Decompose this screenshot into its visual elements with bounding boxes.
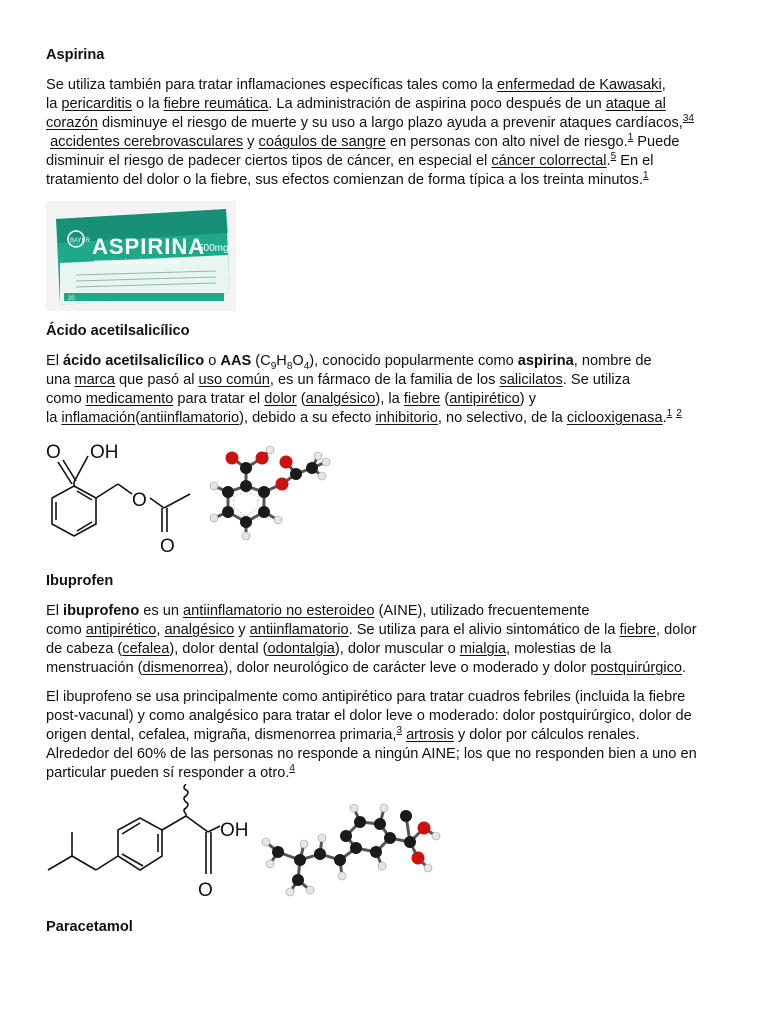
ibuprofen-3d-model — [260, 796, 442, 900]
link-postquirurgico[interactable]: postquirúrgico — [590, 660, 682, 676]
svg-text:BAYER: BAYER — [70, 238, 90, 244]
link-fiebre[interactable]: fiebre — [403, 391, 441, 407]
box-subtitle: comprimidos efervescentes — [94, 259, 180, 266]
svg-text:OH: OH — [220, 820, 249, 841]
link-antipiretico-2[interactable]: antipirético — [85, 622, 157, 638]
link-dismenorrea[interactable]: dismenorrea — [142, 660, 224, 676]
aspirina-box-image — [46, 201, 236, 311]
aspirin-3d-model — [206, 444, 336, 540]
link-antipiretico[interactable]: antipirético — [449, 391, 520, 407]
link-salicilatos[interactable]: salicilatos — [499, 372, 563, 388]
box-count: 20 — [68, 296, 75, 302]
svg-text:O: O — [160, 536, 175, 556]
section-title-acido: Ácido acetilsalicílico — [46, 323, 190, 339]
link-fiebre-reumatica[interactable]: fiebre reumática — [163, 96, 269, 112]
ref-1[interactable]: 1 — [627, 132, 634, 143]
svg-text:OH: OH — [90, 442, 119, 463]
link-analgesico-2[interactable]: analgésico — [164, 622, 235, 638]
section-title-paracetamol: Paracetamol — [46, 919, 133, 935]
link-ataque-corazon[interactable]: ataque al — [605, 96, 666, 112]
link-inflamacion[interactable]: inflamación — [61, 410, 136, 426]
ref-3[interactable]: 3 — [396, 725, 402, 736]
link-inhibitorio[interactable]: inhibitorio — [375, 410, 438, 426]
section-title-aspirina: Aspirina — [46, 47, 105, 63]
link-analgesico[interactable]: analgésico — [305, 391, 376, 407]
ref-34[interactable]: 34 — [682, 113, 694, 124]
svg-text:O: O — [198, 880, 213, 901]
link-fiebre-2[interactable]: fiebre — [619, 622, 657, 638]
link-mialgia[interactable]: mialgia — [459, 641, 506, 657]
ibuprofen-skeletal-structure — [46, 784, 256, 910]
box-brand: ASPIRINA — [92, 234, 206, 259]
link-odontalgia[interactable]: odontalgia — [267, 641, 335, 657]
link-coagulos[interactable]: coágulos de sangre — [258, 134, 386, 150]
link-uso-comun[interactable]: uso común — [198, 372, 270, 388]
ref-4[interactable]: 4 — [289, 763, 295, 774]
box-dose: 500mg — [198, 243, 229, 254]
link-cancer-colorrectal[interactable]: cáncer colorrectal — [491, 153, 607, 169]
link-pericarditis[interactable]: pericarditis — [61, 96, 132, 112]
link-artrosis[interactable]: artrosis — [406, 727, 454, 743]
link-medicamento[interactable]: medicamento — [85, 391, 174, 407]
link-antiinflamatorio[interactable]: antiinflamatorio — [140, 410, 240, 426]
link-ataque-corazon-2[interactable]: corazón — [46, 115, 98, 131]
svg-text:O: O — [132, 490, 147, 511]
link-cefalea[interactable]: cefalea — [122, 641, 170, 657]
aspirin-skeletal-structure — [46, 436, 196, 556]
link-kawasaki[interactable]: enfermedad de Kawasaki — [497, 77, 662, 93]
section-title-ibuprofen: Ibuprofen — [46, 573, 114, 589]
ref-2[interactable]: 2 — [676, 408, 682, 419]
ref-5[interactable]: 5 — [610, 151, 617, 162]
svg-text:O: O — [46, 442, 61, 463]
link-dolor[interactable]: dolor — [264, 391, 297, 407]
ref-1b[interactable]: 1 — [643, 170, 649, 181]
link-marca[interactable]: marca — [74, 372, 115, 388]
acido-paragraph: El ácido acetilsalicílico o AAS $(C_9H_8O_4)$, conocido popularmente como aspirina, nombre de una marca que pasó al uso común, es un fármaco de la familia de los salicilatos. Se utiliza como medicamento para tratar el dolor (analgésico), la fiebre (antipirético) y la inflamación(antiinflamatorio), debido a su efecto inhibitorio, no selectivo, de la ciclooxigenasa.$^1$ $^2$ — [46, 353, 682, 426]
link-antiinflamatorio-2[interactable]: antiinflamatorio — [249, 622, 349, 638]
ref-1c[interactable]: 1 — [666, 408, 673, 419]
ibuprofen-paragraph-1: El ibuprofeno es un antiinflamatorio no esteroideo (AINE), utilizado frecuentemente como antipirético, analgésico y antiinflamatorio. Se utiliza para el alivio sintomático de la fiebre, dolor de cabeza (cefalea), dolor dental (odontalgia), dolor muscular o mialgia, molestias de la menstruación (dismenorrea), dolor neurológico de carácter leve o moderado y dolor postquirúrgico. — [46, 603, 697, 676]
link-ciclooxigenasa[interactable]: ciclooxigenasa — [566, 410, 663, 426]
link-aine[interactable]: antiinflamatorio no esteroideo — [183, 603, 375, 619]
link-accidentes-cerebrovasculares[interactable]: accidentes cerebrovasculares — [50, 134, 244, 150]
ibuprofen-paragraph-2: El ibuprofeno se usa principalmente como antipirético para tratar cuadros febriles (incluida la fiebre post-vacunal) y como analgésico para tratar el dolor leve o moderado: dolor postquirúrgico, dolor de origen dental, cefalea, migraña, dismenorrea primaria,$^3$ artrosis y dolor por cálculos renales. Alrededor del 60% de las personas no responde a ningún AINE; los que no responden bien a uno en particular pueden sí responder a otro.$^4$ — [46, 689, 697, 781]
aspirina-paragraph: Se utiliza también para tratar inflamaciones específicas tales como la enfermedad de Kawasaki, la pericarditis o la fiebre reumática. La administración de aspirina poco después de un ataque al corazón disminuye el riesgo de muerte y su uso a largo plazo ayuda a prevenir ataques cardíacos,$^{34}$ accidentes cerebrovasculares y coágulos de sangre en personas con alto nivel de riesgo.$^1$ Puede disminuir el riesgo de padecer ciertos tipos de cáncer, en especial el cáncer colorrectal.$^5$ En el tratamiento del dolor o la fiebre, sus efectos comienzan de forma típica a los treinta minutos.$^1$ — [46, 77, 694, 188]
